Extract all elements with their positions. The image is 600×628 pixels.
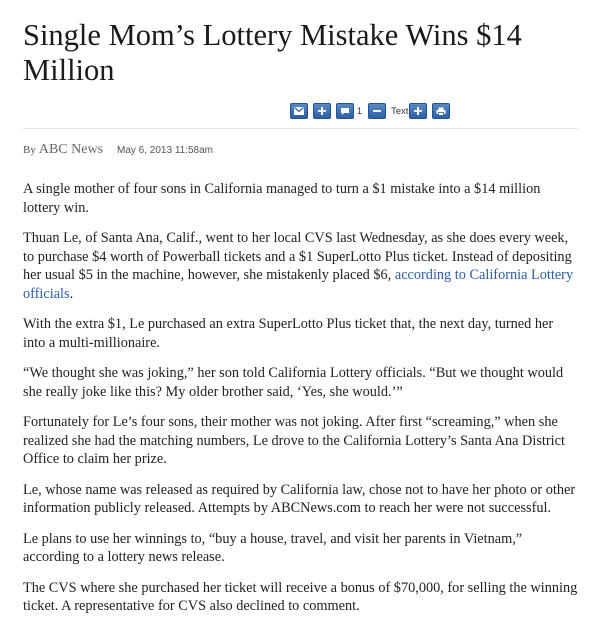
- paragraph-text: Thuan Le, of Santa Ana, Calif., went to her local CVS last Wednesday, as she does every week, to purchase $4 worth of Powerball tickets and a $1 SuperLotto Plus ticket. Instead of depositing her usual $5 in the machine, however, she mistakenly placed $6,: [23, 230, 572, 283]
- divider: [23, 128, 578, 129]
- printer-icon: [436, 107, 446, 116]
- comment-count[interactable]: 1: [357, 106, 363, 116]
- paragraph: [23, 229, 578, 303]
- speech-bubble-icon: [340, 107, 350, 116]
- byline-source: ABC News: [38, 142, 104, 157]
- paragraph: Fortunately for Le’s four sons, their mother was not joking. After first “screaming,” when she realized she had the matching numbers, Le drove to the California Lottery’s Santa Ana District Office to claim her prize.: [23, 414, 565, 467]
- text-decrease-button[interactable]: [368, 103, 386, 119]
- text-size-label: Text: [391, 105, 409, 117]
- email-button[interactable]: [290, 103, 308, 119]
- print-button[interactable]: [432, 103, 450, 119]
- paragraph: The CVS where she purchased her ticket will receive a bonus of $70,000, for selling the winning ticket. A representative for CVS also declined to comment.: [23, 579, 578, 614]
- envelope-icon: [294, 107, 304, 115]
- article-toolbar: [290, 102, 455, 120]
- byline: [23, 142, 213, 158]
- comments-button[interactable]: [336, 103, 354, 119]
- lottery-officials-link[interactable]: according to California Lottery officials: [23, 267, 574, 302]
- paragraph: “We thought she was joking,” her son told California Lottery officials. “But we thought would she really joke like this? My older brother said, ‘Yes, she would.’”: [23, 365, 564, 400]
- paragraph: A single mother of four sons in California managed to turn a $1 mistake into a $14 million lottery win.: [23, 181, 541, 216]
- plus-icon: [317, 106, 327, 116]
- text-increase-button[interactable]: [409, 103, 427, 119]
- plus-icon: [413, 106, 423, 116]
- share-button[interactable]: [313, 103, 331, 119]
- paragraph-text-end: .: [69, 285, 74, 302]
- byline-by: By: [23, 144, 36, 156]
- paragraph: With the extra $1, Le purchased an extra SuperLotto Plus ticket that, the next day, turned her into a multi-millionaire.: [23, 316, 554, 351]
- paragraph: Le plans to use her winnings to, “buy a house, travel, and visit her parents in Vietnam,” according to a lottery news release.: [23, 530, 523, 565]
- minus-icon: [372, 106, 382, 116]
- article-body: [23, 180, 578, 628]
- article-title: Single Mom’s Lottery Mistake Wins $14 Million: [23, 18, 522, 87]
- paragraph: Le, whose name was released as required by California law, chose not to have her photo or other information publicly released. Attempts by ABCNews.com to reach her were not successful.: [23, 481, 576, 516]
- publish-date: May 6, 2013 11:58am: [117, 145, 214, 156]
